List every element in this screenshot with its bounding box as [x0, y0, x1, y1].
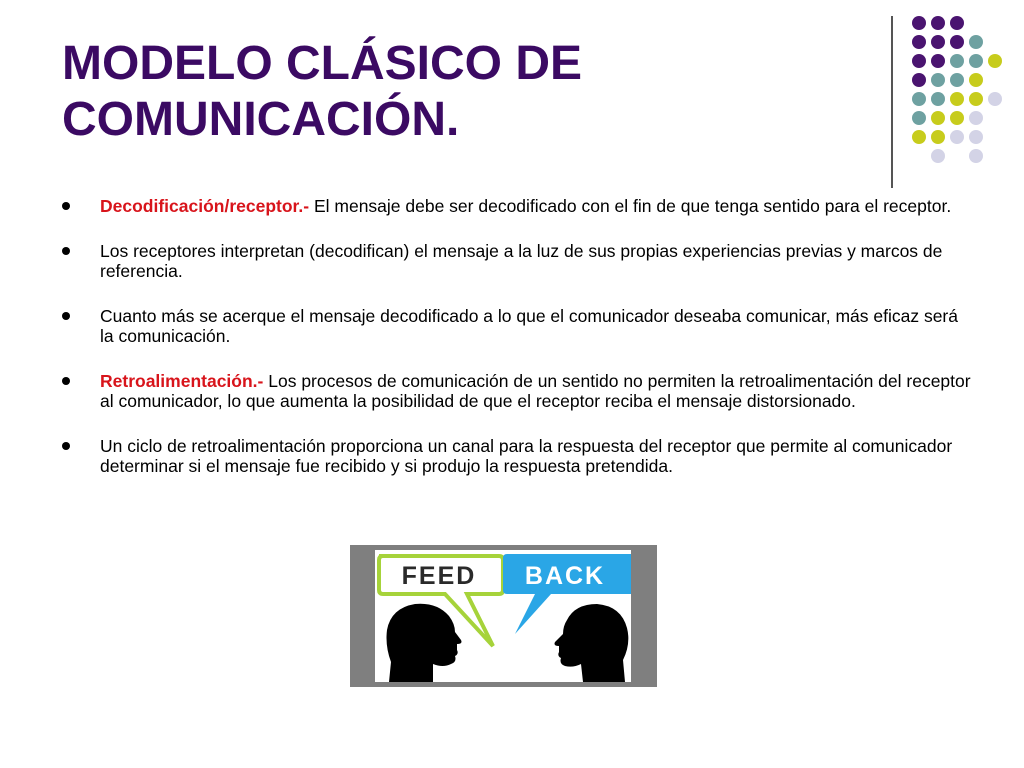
feedback-svg — [375, 550, 631, 682]
slide-title — [62, 36, 862, 148]
bullet-item — [62, 196, 972, 216]
decor-dot — [931, 73, 945, 87]
bullet-term: Decodificación/receptor.- — [100, 196, 310, 216]
decor-dot — [912, 16, 926, 30]
decor-dot — [969, 149, 983, 163]
decor-dot — [912, 54, 926, 68]
decor-dot — [931, 16, 945, 30]
decor-dot — [912, 111, 926, 125]
bullet-text: El mensaje debe ser decodificado con el fin de que tenga sentido para el receptor. — [309, 196, 952, 216]
decor-dot — [969, 111, 983, 125]
bullet-text: Los procesos de comunicación de un sentido no permiten la retroalimentación del receptor al comunicador, lo que aumenta la posibilidad de que el receptor reciba el mensaje distorsionado. — [100, 371, 971, 411]
decor-dot — [931, 149, 945, 163]
decor-dot — [931, 54, 945, 68]
decor-dot — [950, 130, 964, 144]
bullet-term: Retroalimentación.- — [100, 371, 264, 391]
bubble-text-feed: FEED — [401, 562, 477, 590]
decor-dot — [931, 130, 945, 144]
bullet-text: Un ciclo de retroalimentación proporciona un canal para la respuesta del receptor que permite al comunicador determinar si el mensaje fue recibido y si produjo la respuesta pretendida. — [100, 436, 953, 476]
decor-dot — [969, 73, 983, 87]
decor-dot — [931, 92, 945, 106]
decor-dot — [969, 35, 983, 49]
decor-dot — [988, 92, 1002, 106]
bullet-dot-icon — [62, 247, 70, 255]
decor-dot — [950, 54, 964, 68]
feedback-illustration — [350, 545, 657, 687]
decor-dot — [912, 35, 926, 49]
title-line-2: COMUNICACIÓN. — [62, 93, 460, 146]
decor-dot — [950, 111, 964, 125]
decor-dot — [931, 35, 945, 49]
bullet-item — [62, 241, 972, 281]
title-line-1: MODELO CLÁSICO DE — [62, 37, 583, 90]
bullet-dot-icon — [62, 312, 70, 320]
bullet-list — [62, 196, 972, 501]
decor-dot — [912, 130, 926, 144]
decor-dot — [950, 35, 964, 49]
decor-dot — [931, 111, 945, 125]
bullet-text: Los receptores interpretan (decodifican) el mensaje a la luz de sus propias experiencias previas y marcos de referencia. — [100, 241, 943, 281]
decor-dot — [969, 130, 983, 144]
bubble-text-back: BACK — [524, 562, 606, 590]
bullet-dot-icon — [62, 442, 70, 450]
bullet-text: Cuanto más se acerque el mensaje decodificado a lo que el comunicador deseaba comunicar, más eficaz será la comunicación. — [100, 306, 958, 346]
decor-dot — [969, 54, 983, 68]
bullet-dot-icon — [62, 377, 70, 385]
decor-dot — [950, 73, 964, 87]
decorative-divider — [891, 16, 893, 188]
decor-dot — [988, 54, 1002, 68]
feedback-image-canvas — [375, 550, 631, 682]
decor-dot — [969, 92, 983, 106]
left-head-silhouette — [387, 604, 462, 682]
decor-dot — [912, 92, 926, 106]
decor-dot — [950, 16, 964, 30]
right-head-silhouette — [555, 604, 629, 682]
decor-dot — [912, 73, 926, 87]
bullet-dot-icon — [62, 202, 70, 210]
decor-dot — [950, 92, 964, 106]
bullet-item — [62, 436, 972, 476]
bullet-item — [62, 371, 972, 411]
bullet-item — [62, 306, 972, 346]
